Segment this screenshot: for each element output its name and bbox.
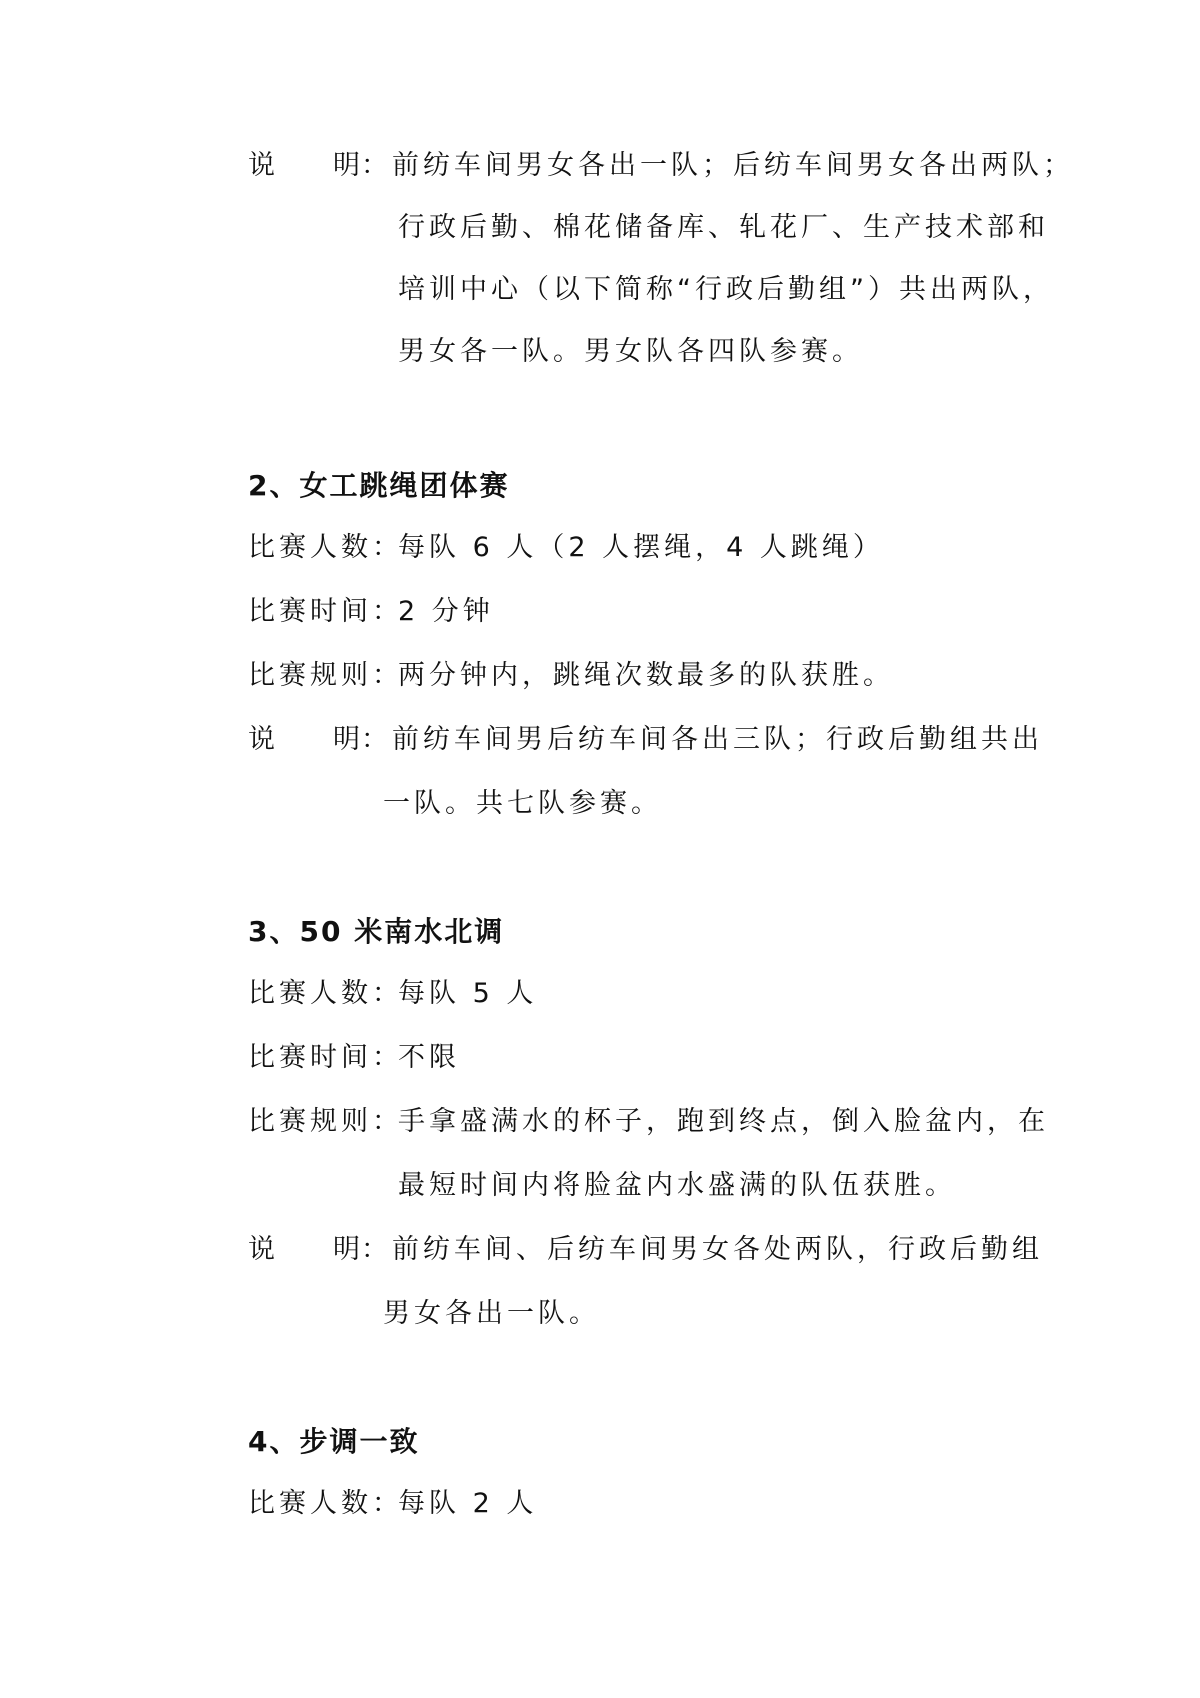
note-label-char-2: 明 <box>333 150 364 181</box>
note-text: 一队。共七队参赛。 <box>383 788 662 819</box>
row-label: 比赛规则： <box>248 1106 403 1137</box>
note-label-char-1: 说 <box>248 1234 279 1265</box>
note-text: 行政后勤、棉花储备库、轧花厂、生产技术部和 <box>398 212 1049 243</box>
note-label-char-1: 说 <box>248 724 279 755</box>
row-value: 每队 5 人 <box>398 978 538 1009</box>
note-text: ：前纺车间男后纺车间各出三队；行政后勤组共出 <box>361 724 1043 755</box>
row-label: 比赛时间： <box>248 1042 403 1073</box>
section-heading: 3、50 米南水北调 <box>248 915 505 948</box>
section-heading: 2、女工跳绳团体赛 <box>248 469 510 502</box>
row-value: 每队 6 人（2 人摆绳，4 人跳绳） <box>398 532 884 563</box>
note-label-char-2: 明 <box>333 1234 364 1265</box>
row-label: 比赛人数： <box>248 978 403 1009</box>
row-value: 手拿盛满水的杯子，跑到终点，倒入脸盆内，在 <box>398 1106 1049 1137</box>
row-value: 2 分钟 <box>398 596 494 627</box>
note-text: 培训中心（以下简称“行政后勤组”）共出两队， <box>398 274 1054 305</box>
section-heading: 4、步调一致 <box>248 1425 420 1458</box>
note-text: 男女各一队。男女队各四队参赛。 <box>398 336 863 367</box>
row-label: 比赛时间： <box>248 596 403 627</box>
note-text: ：前纺车间男女各出一队；后纺车间男女各出两队； <box>361 150 1074 181</box>
row-value: 每队 2 人 <box>398 1488 538 1519</box>
row-label: 比赛人数： <box>248 1488 403 1519</box>
note-text: 男女各出一队。 <box>383 1298 600 1329</box>
row-label: 比赛规则： <box>248 660 403 691</box>
row-label: 比赛人数： <box>248 532 403 563</box>
note-label-char-1: 说 <box>248 150 279 181</box>
row-value: 两分钟内，跳绳次数最多的队获胜。 <box>398 660 894 691</box>
row-value: 最短时间内将脸盆内水盛满的队伍获胜。 <box>398 1170 956 1201</box>
note-text: ：前纺车间、后纺车间男女各处两队，行政后勤组 <box>361 1234 1043 1265</box>
row-value: 不限 <box>398 1042 460 1073</box>
note-label-char-2: 明 <box>333 724 364 755</box>
